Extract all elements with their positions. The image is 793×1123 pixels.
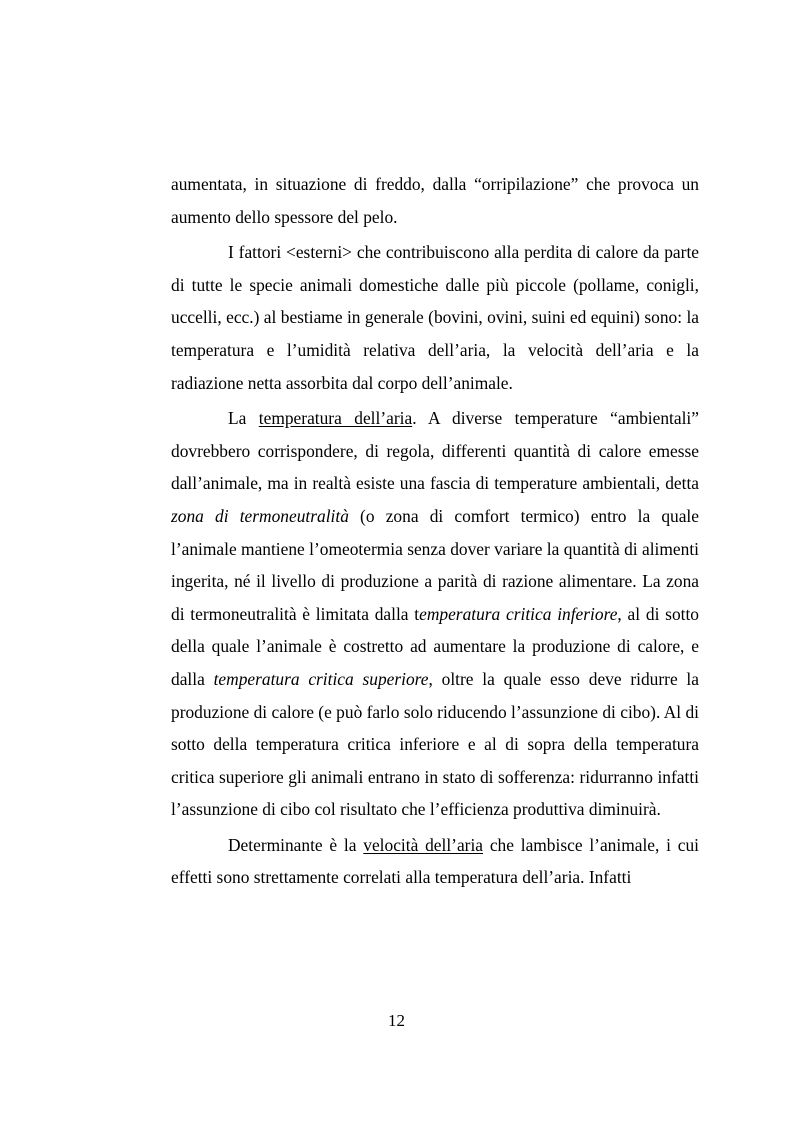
term-temperatura-aria: temperatura dell’aria [258, 408, 413, 429]
page-number: 12 [388, 1011, 405, 1030]
term-velocita-aria: velocità dell’aria [363, 834, 484, 855]
paragraph-3-text: La [228, 408, 259, 429]
paragraph-4-text: Determinante è la [228, 834, 364, 855]
term-temperatura-critica-inferiore: emperatura critica inferiore [419, 603, 618, 624]
paragraph-1: aumentata, in situazione di freddo, dalla “orripilazione” che provoca un aumento dello spessore del pelo. [171, 174, 699, 227]
body-text [171, 168, 699, 897]
paragraph-4-text: che lambisce l’animale, i cui effetti sono strettamente correlati alla temperatura dell’aria. Infatti [171, 834, 699, 888]
term-zona-termoneutralita: zona di termoneutralità [171, 505, 349, 526]
paragraph-4 [171, 829, 699, 894]
paragraph-3-text: (o zona di comfort termico) entro la quale l’animale mantiene l’omeotermia senza dover variare la quantità di alimenti ingerita, né il livello di produzione a parità di razione alimentare. La zona di termoneutralità è limitata dalla t [171, 505, 699, 624]
paragraph-3 [171, 402, 699, 826]
term-temperatura-critica-superiore: temperatura critica superiore [213, 668, 429, 689]
paragraph-3-text: , oltre la quale esso deve ridurre la produzione di calore (e può farlo solo riducendo l’assunzione di cibo). Al di sotto della temperatura critica inferiore e al di sopra della temperatura critica superiore gli animali entrano in stato di sofferenza: ridurranno infatti l’assunzione di cibo col risultato che l’efficienza produttiva diminuirà. [171, 668, 699, 820]
paragraph-3-text: . A diverse temperature “ambientali” dovrebbero corrispondere, di regola, differenti quantità di calore emesse dall’animale, ma in realtà esiste una fascia di temperature ambientali, detta [171, 408, 699, 494]
paragraph-2: I fattori <esterni> che contribuiscono alla perdita di calore da parte di tutte le specie animali domestiche dalle più piccole (pollame, conigli, uccelli, ecc.) al bestiame in generale (bovini, ovini, suini ed equini) sono: la temperatura e l’umidità relativa dell’aria, la velocità dell’aria e la radiazione netta assorbita dal corpo dell’animale. [171, 242, 699, 393]
paragraph-3-text: , al di sotto della quale l’animale è costretto ad aumentare la produzione di calore, e dalla [171, 603, 699, 689]
